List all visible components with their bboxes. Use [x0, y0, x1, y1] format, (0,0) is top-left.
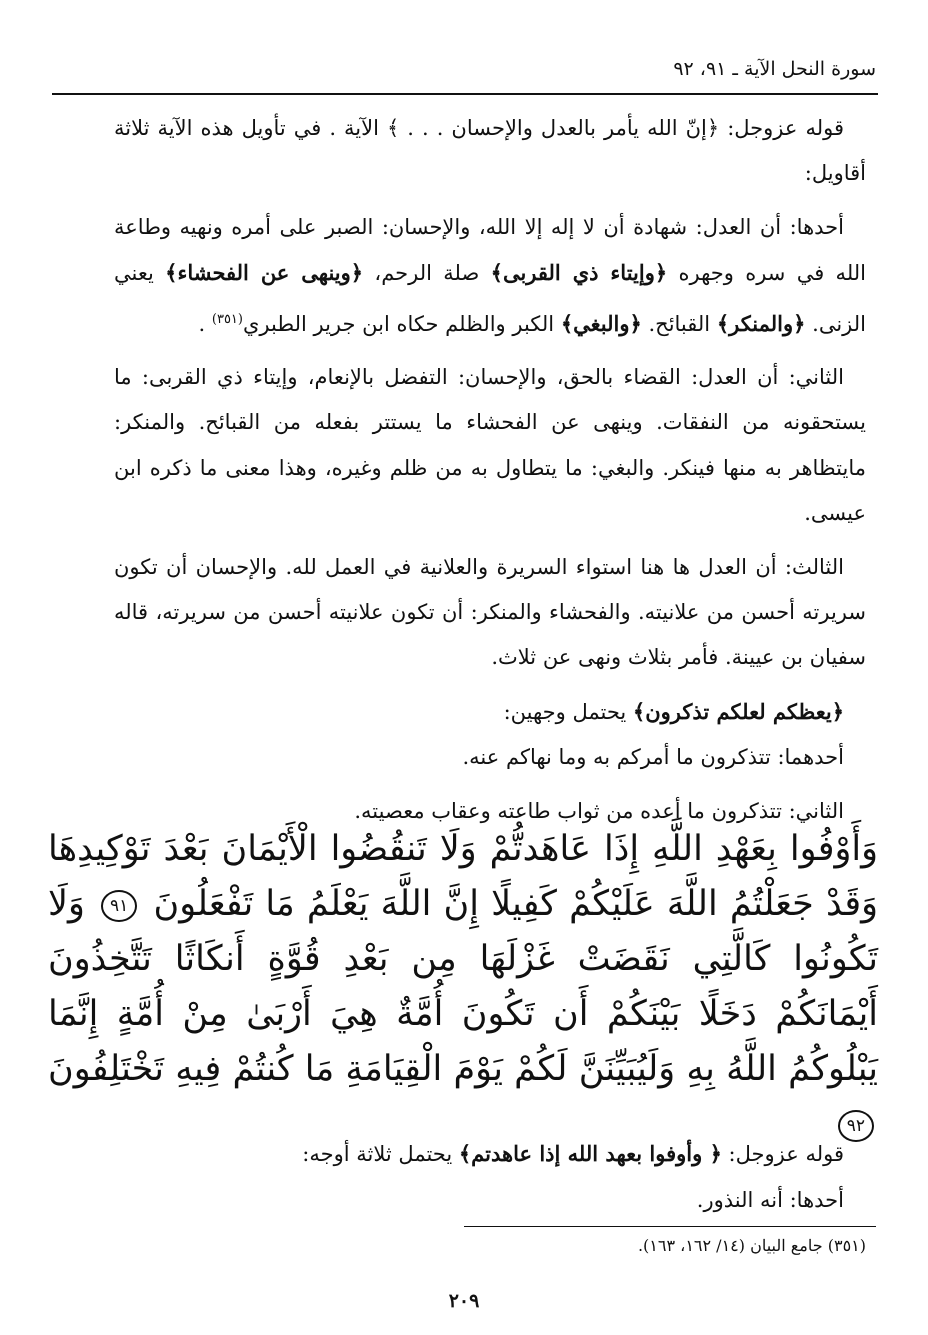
commentary-body [114, 106, 866, 834]
text-run: يعني الزنى. [114, 261, 866, 336]
quran-text [48, 822, 878, 1152]
footnote: (٣٥١) جامع البيان (١٤/ ١٦٢، ١٦٣). [637, 1236, 866, 1255]
paragraph-second-opinion: الثاني: أن العدل: القضاء بالحق، والإحسان: التفضل بالإنعام، وإيتاء ذي القربى: ما يستحقونه من النفقات. وينهى عن الفحشاء ما يستتر بفعله من القبائح. والمنكر: مايتظاهر به منها فينكر. والبغي: ما يتطاول به من ظلم وغيره، وهذا معنى ما ذكره ابن عيسى. [114, 365, 866, 526]
text-run: . [198, 311, 212, 336]
verse-92-text: وَلَا تَكُونُوا كَالَّتِي نَقَضَتْ غَزْلَهَا مِن بَعْدِ قُوَّةٍ أَنكَاثًا تَتَّخِذُونَ أَيْمَانَكُمْ دَخَلًا بَيْنَكُمْ أَن تَكُونَ أُمَّةٌ هِيَ أَرْبَىٰ مِنْ أُمَّةٍ إِنَّمَا يَبْلُوكُمُ اللَّهُ بِهِ وَلَيُبَيِّنَنَّ لَكُمْ يَوْمَ الْقِيَامَةِ مَا كُنتُمْ فِيهِ تَخْتَلِفُونَ [48, 884, 878, 1089]
paragraph-first-opinion [114, 205, 866, 347]
running-header: سورة النحل الآية ـ ٩١، ٩٢ [673, 58, 876, 80]
paragraph-third-opinion: الثالث: أن العدل ها هنا استواء السريرة والعلانية في العمل لله. والإحسان أن تكون سريرته أحسن من علانيته. والفحشاء والمنكر: أن تكون علانيته أحسن من سريرته، قاله سفيان بن عيينة. فأمر بثلاث ونهى عن ثلاث. [114, 554, 866, 670]
paragraph-admonition [114, 689, 866, 735]
verse-quote-evil: ﴿والمنكر﴾ [716, 310, 806, 336]
text-run: صلة الرحم، [363, 261, 491, 286]
commentary-continued [114, 1131, 866, 1223]
verse-quote-admonish: ﴿يعظكم لعلكم تذكرون﴾ [632, 698, 844, 724]
text-run: الكبر والظلم حكاه ابن جرير الطبري [243, 311, 561, 336]
footnote-rule [464, 1226, 876, 1227]
paragraph-vows: أحدها: أنه النذور. [696, 1188, 844, 1212]
verse-quote-fulfil: ﴿ وأوفوا بعهد الله إذا عاهدتم﴾ [458, 1141, 722, 1166]
footnote-ref[interactable]: (٣٥١) [211, 311, 243, 327]
text-run: قوله عزوجل: [721, 1142, 844, 1166]
quran-verses [48, 822, 878, 1152]
verse-91-text: وَأَوْفُوا بِعَهْدِ اللَّهِ إِذَا عَاهَدتُّمْ وَلَا تَنقُضُوا الْأَيْمَانَ بَعْدَ تَوْكِيدِهَا وَقَدْ جَعَلْتُمُ اللَّهَ عَلَيْكُمْ كَفِيلًا إِنَّ اللَّهَ يَعْلَمُ مَا تَفْعَلُونَ [48, 829, 878, 924]
header-rule [52, 93, 878, 95]
ayah-number-92: ٩٢ [838, 1110, 874, 1142]
verse-quote-indecency: ﴿وينهى عن الفحشاء﴾ [165, 260, 364, 286]
text-run: القبائح. [641, 311, 717, 336]
text-run: يحتمل وجهين: [503, 699, 633, 724]
paragraph-second-meaning: الثاني: تتذكرون ما أعده من ثواب طاعته وعقاب معصيته. [354, 798, 844, 823]
paragraph-first-meaning: أحدهما: تتذكرون ما أمركم به وما نهاكم عنه. [462, 745, 844, 770]
verse-quote-oppression: ﴿والبغي﴾ [560, 310, 642, 336]
page-number: ٢٠٩ [448, 1290, 480, 1312]
text-run: يحتمل ثلاثة أوجه: [302, 1142, 459, 1166]
verse-quote-kin: ﴿وإيتاء ذي القربى﴾ [490, 260, 668, 286]
text-run: أحدها: أن العدل: شهادة أن لا إله إلا الله، والإحسان: الصبر على أمره ونهيه وطاعة الله في سره وجهره [114, 214, 866, 286]
paragraph-oaths [114, 1131, 866, 1177]
ayah-number-91: ٩١ [101, 890, 137, 922]
paragraph-intro: قوله عزوجل: ﴿إنّ الله يأمر بالعدل والإحسان . . . ﴾ الآية . في تأويل هذه الآية ثلاثة أقاويل: [114, 116, 866, 186]
